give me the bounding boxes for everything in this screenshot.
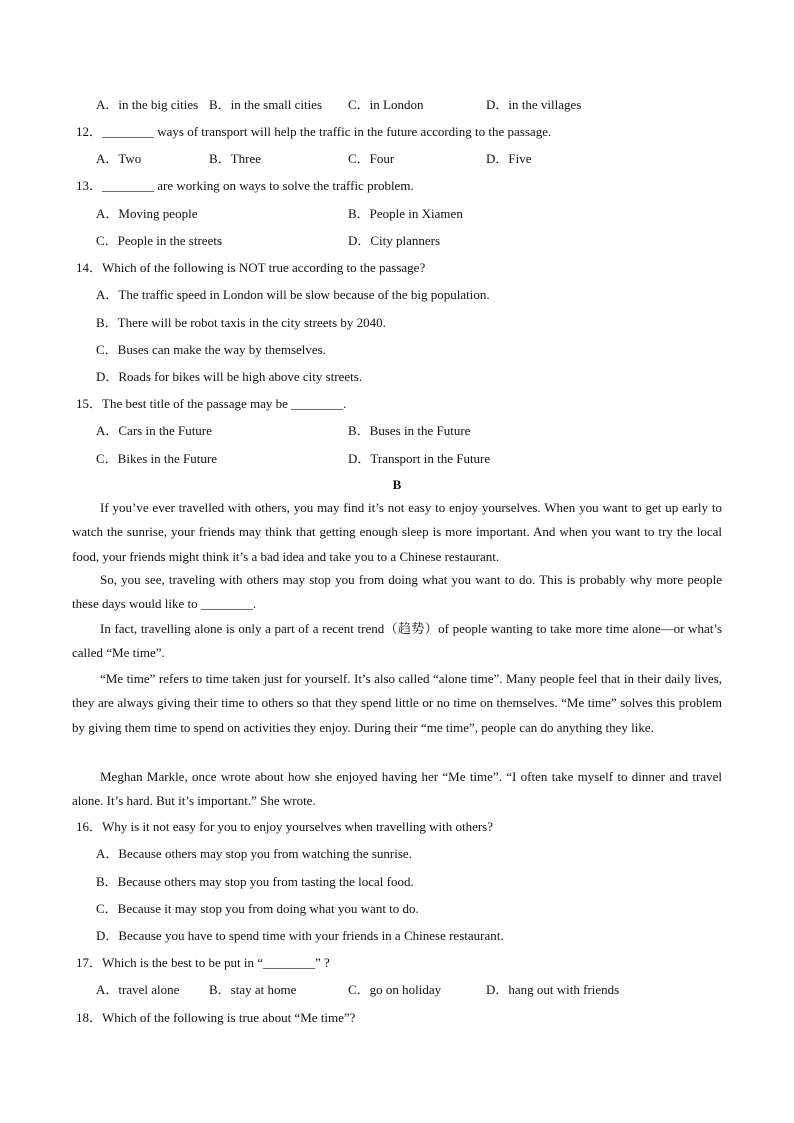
q18-stem: 18．Which of the following is true about “Me time”? bbox=[76, 1010, 356, 1025]
q14-option-d: D．Roads for bikes will be high above city streets. bbox=[96, 369, 363, 384]
q15-option-d: D．Transport in the Future bbox=[348, 451, 491, 466]
q12-stem: 12．________ ways of transport will help the traffic in the future according to the passage. bbox=[76, 124, 552, 139]
passage-paragraph-2: So, you see, traveling with others may stop you from doing what you want to do. This is probably why more people these days would like to ________. bbox=[72, 572, 722, 612]
q11-option-b: B．in the small cities bbox=[209, 97, 323, 112]
q11-option-c: C．in London bbox=[348, 97, 424, 112]
q13-option-c: C．People in the streets bbox=[96, 233, 223, 248]
q17-option-d: D．hang out with friends bbox=[486, 982, 620, 997]
q14-option-c: C．Buses can make the way by themselves. bbox=[96, 342, 326, 357]
q13-option-a: A．Moving people bbox=[96, 206, 198, 221]
q12-option-a: A．Two bbox=[96, 151, 142, 166]
q12-option-c: C．Four bbox=[348, 151, 395, 166]
q17-stem: 17．Which is the best to be put in “________” ? bbox=[76, 955, 330, 970]
passage-paragraph-1: If you’ve ever travelled with others, you may find it’s not easy to enjoy yourselves. When you want to get up early to watch the sunrise, your friends may think that getting enough sleep is more important. And when you want to try the local food, your friends might think it’s a bad idea and take you to a Chinese restaurant. bbox=[72, 500, 722, 564]
q15-option-b: B．Buses in the Future bbox=[348, 423, 471, 438]
q14-option-a: A．The traffic speed in London will be slow because of the big population. bbox=[96, 287, 490, 302]
q13-stem: 13．________ are working on ways to solve the traffic problem. bbox=[76, 178, 414, 193]
q15-stem: 15．The best title of the passage may be ________. bbox=[76, 396, 347, 411]
q17-option-c: C．go on holiday bbox=[348, 982, 442, 997]
passage-paragraph-3: In fact, travelling alone is only a part of a recent trend（趋势）of people wanting to take more time alone—or what’s called “Me time”. bbox=[72, 621, 722, 661]
passage-paragraph-5: Meghan Markle, once wrote about how she enjoyed having her “Me time”. “I often take myself to dinner and travel alone. It’s hard. But it’s important.” She wrote. bbox=[72, 769, 722, 809]
q16-option-c: C．Because it may stop you from doing what you want to do. bbox=[96, 901, 419, 916]
q17-option-b: B．stay at home bbox=[209, 982, 297, 997]
q13-option-d: D．City planners bbox=[348, 233, 441, 248]
q16-stem: 16．Why is it not easy for you to enjoy yourselves when travelling with others? bbox=[76, 819, 494, 834]
q12-option-d: D．Five bbox=[486, 151, 532, 166]
q12-option-b: B．Three bbox=[209, 151, 261, 166]
q16-option-d: D．Because you have to spend time with your friends in a Chinese restaurant. bbox=[96, 928, 504, 943]
q11-option-a: A．in the big cities bbox=[96, 97, 199, 112]
passage-paragraph-4: “Me time” refers to time taken just for yourself. It’s also called “alone time”. Many people feel that in their daily lives, they are always giving their time to others so that they spend little or no time on themselves. “Me time” solves this problem by giving them time to spend on activities they enjoy. During their “me time”, people can do anything they like. bbox=[72, 671, 722, 735]
q16-option-a: A．Because others may stop you from watching the sunrise. bbox=[96, 846, 412, 861]
q16-option-b: B．Because others may stop you from tasting the local food. bbox=[96, 874, 414, 889]
q13-option-b: B．People in Xiamen bbox=[348, 206, 463, 221]
q15-option-c: C．Bikes in the Future bbox=[96, 451, 217, 466]
section-b-heading: B bbox=[392, 477, 402, 492]
q15-option-a: A．Cars in the Future bbox=[96, 423, 212, 438]
q14-option-b: B．There will be robot taxis in the city streets by 2040. bbox=[96, 315, 386, 330]
q14-stem: 14．Which of the following is NOT true according to the passage? bbox=[76, 260, 426, 275]
q11-option-d: D．in the villages bbox=[486, 97, 582, 112]
q17-option-a: A．travel alone bbox=[96, 982, 180, 997]
